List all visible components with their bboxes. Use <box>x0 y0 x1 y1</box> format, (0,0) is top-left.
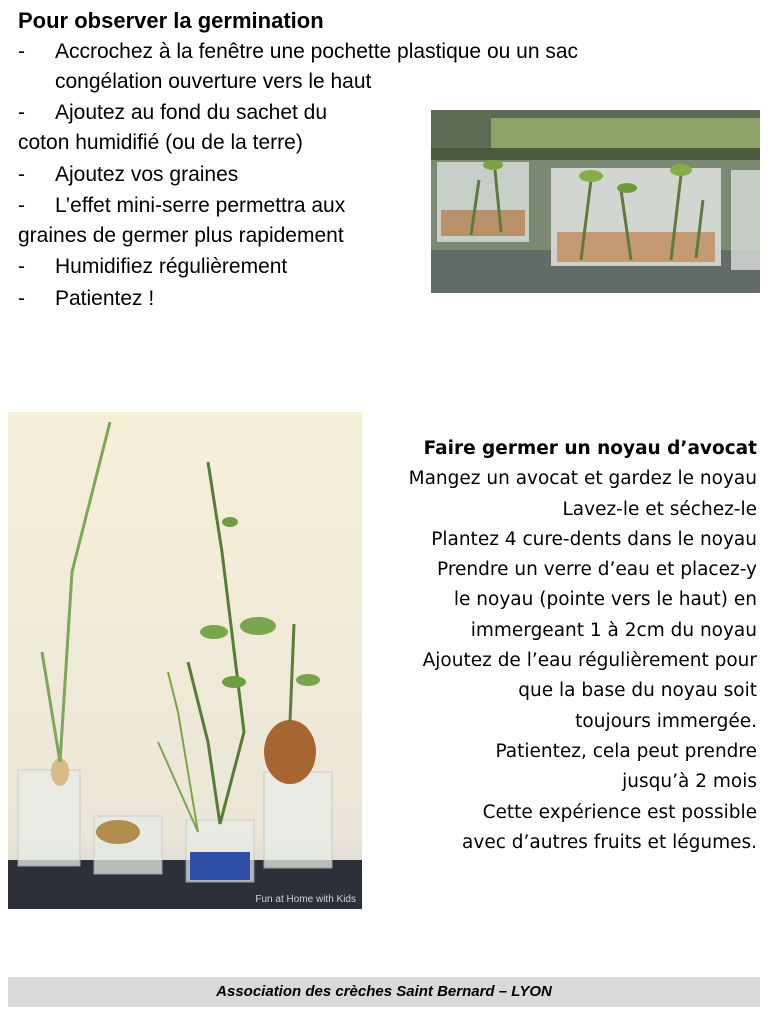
bullet-4-line-2: graines de germer plus rapidement <box>18 224 344 247</box>
avocado-line: Mangez un avocat et gardez le noyau <box>408 468 757 490</box>
avocado-line: Plantez 4 cure-dents dans le noyau <box>431 528 757 550</box>
avocado-line: Prendre un verre d’eau et placez-y <box>437 559 757 581</box>
avocado-line: toujours immergée. <box>575 710 757 732</box>
photo-watermark: Fun at Home with Kids <box>255 894 356 905</box>
bullet-6: Patientez ! <box>55 287 155 310</box>
bullet-dash: - <box>18 101 25 124</box>
plants-in-glasses-photo <box>8 412 362 909</box>
avocado-title: Faire germer un noyau d’avocat <box>423 438 757 459</box>
bullet-1-line-2: congélation ouverture vers le haut <box>55 70 372 93</box>
bullet-5: Humidifiez régulièrement <box>55 255 288 278</box>
avocado-line: immergeant 1 à 2cm du noyau <box>470 619 757 641</box>
bullet-dash: - <box>18 163 25 186</box>
avocado-line: Cette expérience est possible <box>482 801 757 823</box>
avocado-line: jusqu’à 2 mois <box>622 771 757 793</box>
avocado-line: Ajoutez de l’eau régulièrement pour <box>422 650 757 672</box>
germination-bags-photo <box>431 110 760 293</box>
avocado-instructions <box>360 434 757 858</box>
bullet-dash: - <box>18 40 25 63</box>
avocado-line: que la base du noyau soit <box>518 680 757 702</box>
avocado-line: Patientez, cela peut prendre <box>495 740 757 762</box>
bullet-4-line-1: L’effet mini-serre permettra aux <box>55 194 346 217</box>
bullet-3: Ajoutez vos graines <box>55 163 239 186</box>
bullet-dash: - <box>18 194 25 217</box>
bullet-2-line-1: Ajoutez au fond du sachet du <box>55 101 328 124</box>
avocado-line: Lavez-le et séchez-le <box>562 498 757 520</box>
bullet-1-line-1: Accrochez à la fenêtre une pochette plastique ou un sac <box>55 40 579 63</box>
avocado-line: avec d’autres fruits et légumes. <box>462 831 757 853</box>
bullet-dash: - <box>18 287 25 310</box>
bullet-dash: - <box>18 255 25 278</box>
bullet-2-line-2: coton humidifié (ou de la terre) <box>18 131 303 154</box>
avocado-line: le noyau (pointe vers le haut) en <box>453 589 757 611</box>
page-title: Pour observer la germination <box>18 8 324 33</box>
footer: Association des crèches Saint Bernard – LYON <box>8 977 760 1007</box>
